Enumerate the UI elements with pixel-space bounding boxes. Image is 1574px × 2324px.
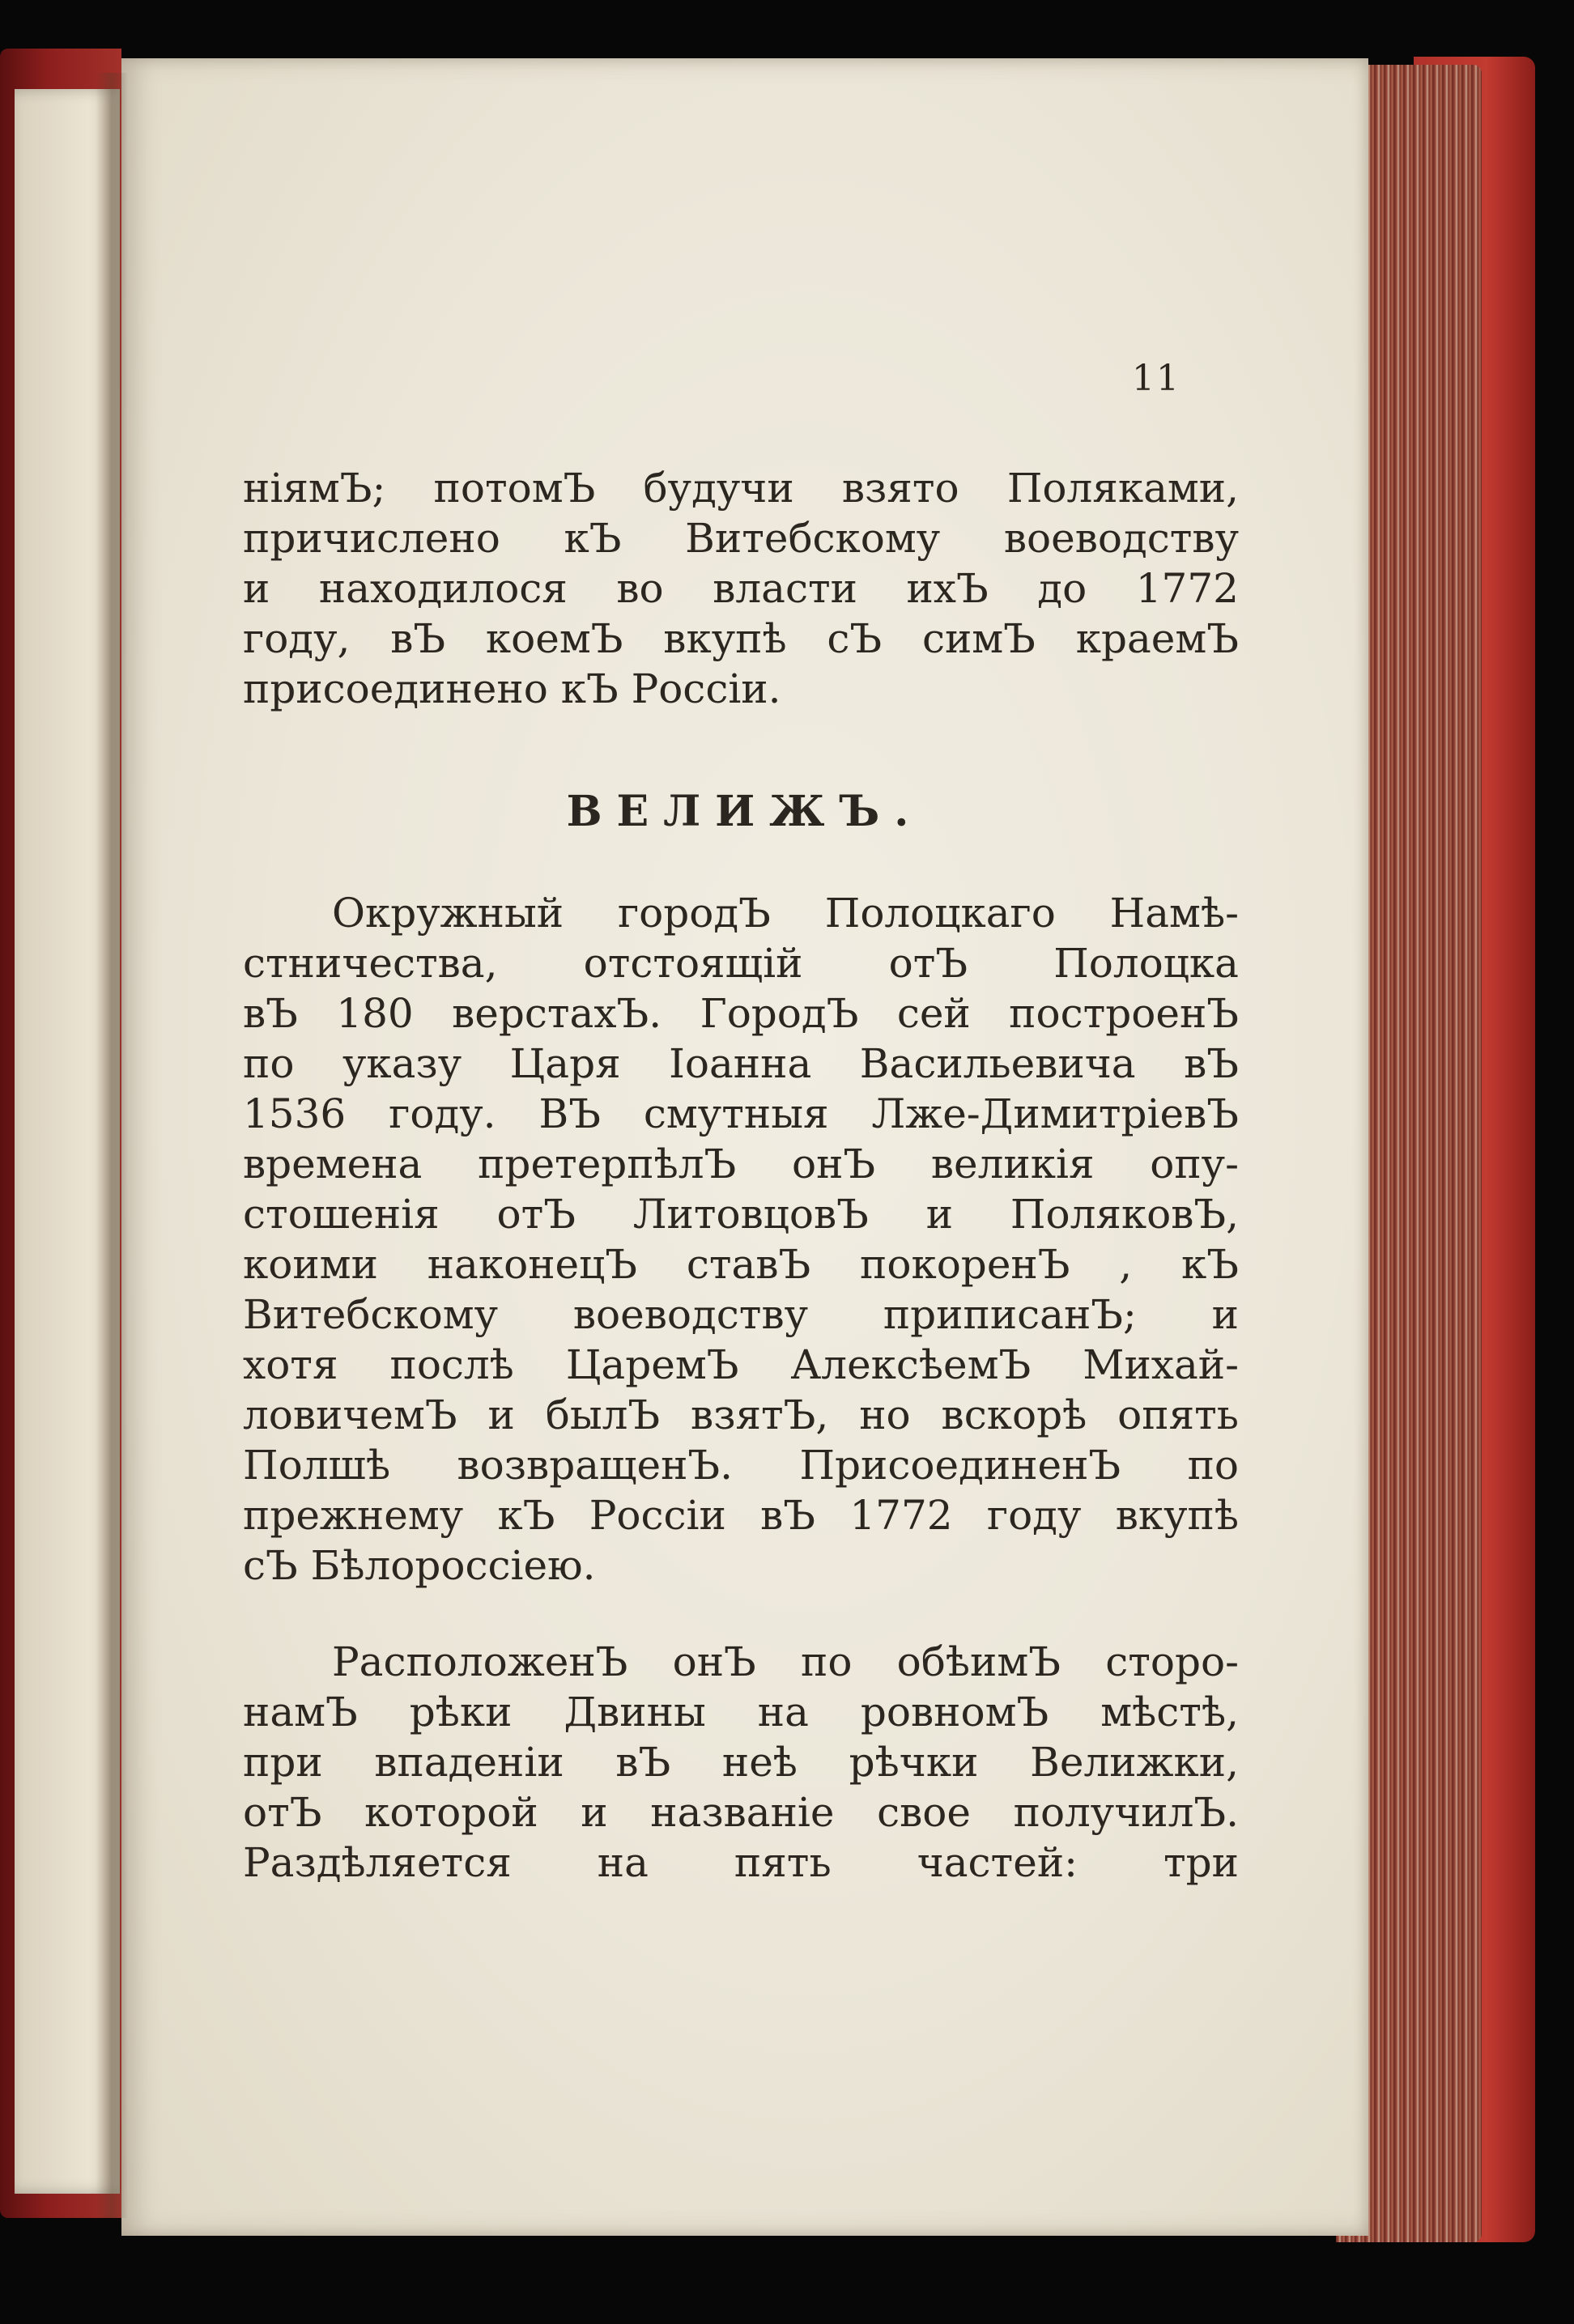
text-line: РасположенЪ онЪ по обѣимЪ сторо- xyxy=(332,1638,1239,1685)
paragraph-2 xyxy=(243,1637,1239,1888)
text-line: стничества, отстоящiй отЪ Полоцка xyxy=(243,940,1239,987)
text-line: 1536 году. ВЪ смутныя Лже-ДимитрiевЪ xyxy=(243,1090,1239,1137)
paragraph-1 xyxy=(243,888,1239,1591)
text-line: году, вЪ коемЪ вкупѣ сЪ симЪ краемЪ xyxy=(243,615,1239,662)
page-number: 11 xyxy=(1132,358,1180,399)
book-page xyxy=(121,58,1368,2236)
text-line: присоединено кЪ Россiи. xyxy=(243,665,781,712)
text-line: времена претерпѣлЪ онЪ великiя опу- xyxy=(243,1141,1239,1187)
text-line: прежнему кЪ Россiи вЪ 1772 году вкупѣ xyxy=(243,1492,1239,1539)
text-line: хотя послѣ ЦаремЪ АлексѣемЪ Михай- xyxy=(243,1341,1239,1388)
continued-paragraph xyxy=(243,463,1239,714)
text-line: сЪ Бѣлороссiею. xyxy=(243,1542,596,1589)
text-line: коими наконецЪ ставЪ покоренЪ , кЪ xyxy=(243,1241,1239,1288)
text-line: Раздѣляется на пять частей: три xyxy=(243,1839,1239,1886)
text-line: отЪ которой и названiе свое получилЪ. xyxy=(243,1789,1239,1836)
section-heading: ВЕЛИЖЪ. xyxy=(566,787,924,836)
book-gutter-shadow xyxy=(96,73,128,2218)
text-line: вЪ 180 верстахЪ. ГородЪ сей построенЪ xyxy=(243,990,1239,1037)
text-line: при впаденiи вЪ неѣ рѣчки Велижки, xyxy=(243,1739,1239,1786)
text-line: намЪ рѣки Двины на ровномЪ мѣстѣ, xyxy=(243,1689,1239,1736)
text-line: ловичемЪ и былЪ взятЪ, но вскорѣ опять xyxy=(243,1391,1239,1438)
text-line: Полшѣ возвращенЪ. ПрисоединенЪ по xyxy=(243,1442,1239,1489)
text-line: Окружный городЪ Полоцкаго Намѣ- xyxy=(332,890,1239,937)
text-line: стошенiя отЪ ЛитовцовЪ и ПоляковЪ, xyxy=(243,1191,1239,1238)
text-line: по указу Царя Iоанна Васильевича вЪ xyxy=(243,1040,1239,1087)
text-line: и находилося во власти ихЪ до 1772 xyxy=(243,565,1239,612)
text-line: причислено кЪ Витебскому воеводству xyxy=(243,515,1239,562)
text-line: нiямЪ; потомЪ будучи взято Поляками, xyxy=(243,465,1239,512)
text-line: Витебскому воеводству приписанЪ; и xyxy=(243,1291,1239,1338)
